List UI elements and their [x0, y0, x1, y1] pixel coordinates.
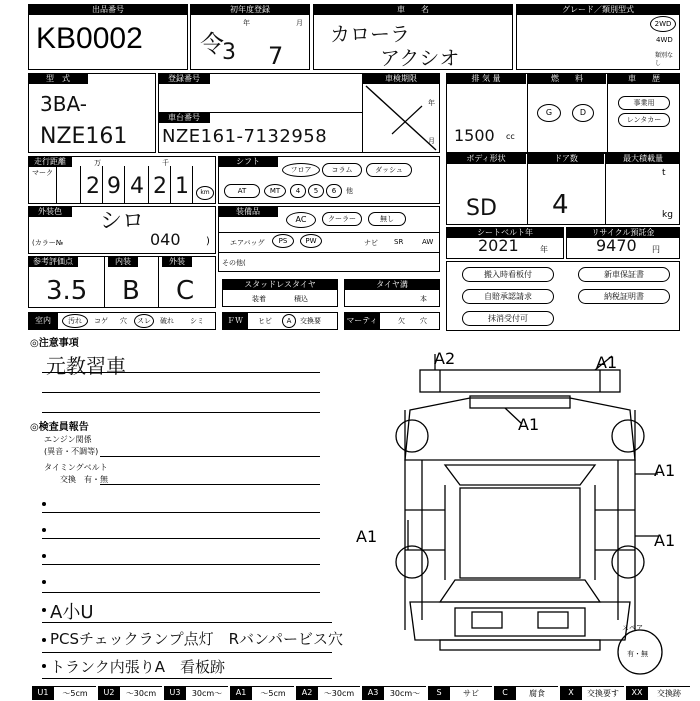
color-label: 外装色	[28, 206, 72, 217]
tire-groove-label: タイヤ溝	[344, 279, 440, 290]
shift-other: 他	[346, 187, 353, 195]
shift-mt: MT	[264, 184, 286, 198]
recycle-value: 9470	[596, 236, 637, 255]
grade-label: グレード／類別型式	[516, 4, 680, 15]
diagram-label-a2: A2	[434, 349, 456, 368]
capacity-unit-kg: kg	[662, 210, 673, 220]
drive-2wd: 2WD	[650, 16, 676, 32]
mileage-unit-man: 万	[94, 159, 101, 167]
legend-desc: 30cm～	[384, 686, 426, 700]
equipment-none: 無し	[368, 212, 406, 226]
doc-tax: 納税証明書	[578, 289, 670, 304]
inspector-timing-sub: 交換 有・無	[60, 475, 108, 484]
legend-code: C	[494, 686, 516, 700]
history-rental: レンタカー	[618, 113, 670, 127]
legend-desc: ～30cm	[318, 686, 360, 700]
capacity-unit: t	[662, 168, 666, 178]
legend-desc: 腐食	[516, 686, 558, 700]
interior-tear: 破れ	[160, 317, 174, 325]
notes-title: ◎注意事項	[30, 338, 79, 349]
equipment-ac: AC	[286, 212, 316, 228]
legend-code: A3	[362, 686, 384, 700]
capacity-label: 最大積載量	[606, 153, 680, 164]
color-code-close: )	[206, 236, 210, 247]
inspection-month-unit: 月	[428, 137, 435, 145]
marking-hole: 穴	[420, 317, 427, 325]
diagram-label-a1-right-rear: A1	[654, 531, 676, 550]
color-code-value: 040	[150, 230, 181, 249]
marking-label: マーティ	[344, 312, 380, 330]
legend-code: U1	[32, 686, 54, 700]
legend-desc: ～5cm	[54, 686, 96, 700]
registration-number-label: 登録番号	[158, 73, 210, 84]
exterior-score-value: C	[176, 276, 195, 306]
legend-desc: 交換跡	[648, 686, 690, 700]
legend-desc: 交換要す	[582, 686, 624, 700]
model-type-code: NZE161	[40, 124, 128, 149]
doc-insurance: 自賠承認請求	[462, 289, 554, 304]
inspector-engine-label: エンジン関係	[44, 435, 92, 444]
fuel-g: G	[537, 104, 561, 122]
interior-dirt: 汚れ	[62, 314, 88, 328]
seatbelt-value: 2021	[478, 236, 519, 255]
inspector-timing-label: タイミングベルト	[44, 463, 108, 472]
history-label: 車 歴	[608, 73, 680, 84]
mileage-digit-1: 2	[86, 174, 100, 199]
grade-tag: 類別なし	[655, 52, 674, 67]
chassis-number-label: 車台番号	[158, 112, 210, 123]
inspection-year-unit: 年	[428, 99, 435, 107]
displacement-unit: cc	[506, 132, 515, 141]
legend-code: U2	[98, 686, 120, 700]
equipment-airbag: エアバッグ	[230, 239, 265, 247]
color-code-label: (カラー№	[32, 239, 64, 247]
lot-number-label: 出品番号	[28, 4, 188, 15]
drive-4wd: 4WD	[656, 36, 673, 44]
windshield-label: ＦＷ	[222, 312, 248, 330]
car-name-line2: アクシオ	[380, 46, 460, 70]
inspector-title: ◎検査員報告	[30, 422, 89, 433]
legend-desc: ～30cm	[120, 686, 162, 700]
mileage-digit-4: 2	[153, 174, 167, 199]
inspector-engine-sub: (異音・不調等)	[44, 447, 99, 456]
legend-desc: 30cm～	[186, 686, 228, 700]
diagram-label-a1-right-front: A1	[654, 461, 676, 480]
legend-code: A2	[296, 686, 318, 700]
legend-code: S	[428, 686, 450, 700]
windshield-a: A	[282, 314, 296, 328]
displacement-label: 排 気 量	[446, 73, 526, 84]
first-reg-era: 令	[200, 30, 224, 58]
legend-code: A1	[230, 686, 252, 700]
equipment-pw: PW	[300, 234, 322, 248]
equipment-cooler: クーラー	[322, 212, 362, 226]
legend-desc: ～5cm	[252, 686, 294, 700]
first-reg-month-unit: 月	[296, 19, 303, 27]
shift-5: 5	[308, 184, 324, 198]
spare-tire-label: スペア	[622, 624, 643, 632]
body-type-label: ボディ形状	[446, 153, 526, 164]
legend-code: XX	[626, 686, 648, 700]
windshield-crack: ヒビ	[258, 317, 272, 325]
shift-at: AT	[224, 184, 260, 198]
legend-desc: サビ	[450, 686, 492, 700]
mileage-digit-5: 1	[175, 174, 189, 199]
model-type-label: 型 式	[28, 73, 88, 84]
interior-condition-label: 室内	[28, 312, 58, 330]
mileage-digit-3: 4	[130, 174, 144, 199]
spare-tire-value: 有・無	[627, 650, 648, 658]
mileage-digit-2: 9	[107, 174, 121, 199]
legend-code: X	[560, 686, 582, 700]
model-type-value: 3BA-	[40, 92, 87, 116]
equipment-label: 装備品	[218, 206, 278, 217]
legend-code: U3	[164, 686, 186, 700]
mileage-meter-label: マーク	[32, 169, 53, 177]
equipment-other-label: その他(	[222, 259, 246, 267]
doc-warranty: 新車保証書	[578, 267, 670, 282]
mileage-unit-sen: 千	[162, 159, 169, 167]
shift-6: 6	[326, 184, 342, 198]
fuel-d: D	[572, 104, 594, 122]
inspector-bullet-2: PCSチェックランプ点灯 Rバンパービス穴	[50, 630, 343, 648]
fuel-label: 燃 料	[528, 73, 606, 84]
mileage-label: 走行距離	[28, 156, 72, 167]
body-type-value: SD	[466, 196, 497, 221]
seatbelt-label: シートベルト年	[446, 227, 564, 238]
car-damage-diagram	[350, 340, 690, 684]
doc-signboard: 搬入時看板付	[462, 267, 554, 282]
overall-score-label: 参考評価点	[28, 256, 78, 267]
equipment-ps: PS	[272, 234, 294, 248]
doc-deregistration: 抹消受付可	[462, 311, 554, 326]
overall-score-value: 3.5	[46, 276, 88, 306]
tire-groove-unit: 本	[420, 295, 427, 303]
chassis-number-value: NZE161-7132958	[162, 126, 328, 147]
recycle-label: リサイクル預託金	[566, 227, 680, 238]
first-reg-year-unit: 年	[243, 19, 250, 27]
first-registration-label: 初年度登録	[190, 4, 310, 15]
inspector-bullet-1: A小U	[50, 602, 94, 623]
windshield-replace: 交換要	[300, 317, 321, 325]
interior-burn: コゲ	[94, 317, 108, 325]
shift-column: コラム	[322, 163, 362, 177]
equipment-aw: AW	[422, 238, 434, 246]
studless-label: スタッドレスタイヤ	[222, 279, 338, 290]
interior-scuff: スレ	[134, 314, 154, 328]
history-business: 事業用	[618, 96, 670, 110]
interior-stain: シミ	[190, 317, 204, 325]
color-value: シロ	[100, 209, 145, 234]
marking-chip: 欠	[398, 317, 405, 325]
seatbelt-unit: 年	[540, 245, 548, 254]
interior-score-value: B	[122, 276, 140, 306]
recycle-unit: 円	[652, 245, 660, 254]
studless-loaded: 積込	[294, 295, 308, 303]
doors-value: 4	[552, 190, 569, 220]
diagram-label-a1-front: A1	[596, 353, 618, 372]
diagram-label-a1-hood: A1	[518, 415, 540, 434]
shift-4: 4	[290, 184, 306, 198]
shift-floor: フロア	[282, 163, 320, 177]
car-name-label: 車 名	[313, 4, 513, 15]
equipment-sr: SR	[394, 238, 404, 246]
notes-line-1: 元教習車	[46, 354, 126, 378]
interior-hole: 穴	[120, 317, 127, 325]
diagram-label-a1-left: A1	[356, 527, 378, 546]
mileage-unit-km: km	[196, 186, 214, 200]
doors-label: ドア数	[528, 153, 604, 164]
equipment-navi: ナビ	[364, 239, 378, 247]
exterior-score-label: 外装	[162, 256, 192, 267]
car-name-line1: カローラ	[330, 22, 410, 46]
first-reg-year: 3	[222, 40, 236, 65]
first-reg-month: 7	[268, 42, 284, 70]
shift-dash: ダッシュ	[366, 163, 412, 177]
inspector-bullet-3: トランク内張りA 看板跡	[50, 658, 225, 676]
studless-installed: 装着	[252, 295, 266, 303]
displacement-value: 1500	[454, 126, 495, 145]
inspection-label: 車検期限	[362, 73, 440, 84]
shift-label: シフト	[218, 156, 278, 167]
interior-score-label: 内装	[108, 256, 138, 267]
lot-number: KB0002	[36, 22, 143, 55]
